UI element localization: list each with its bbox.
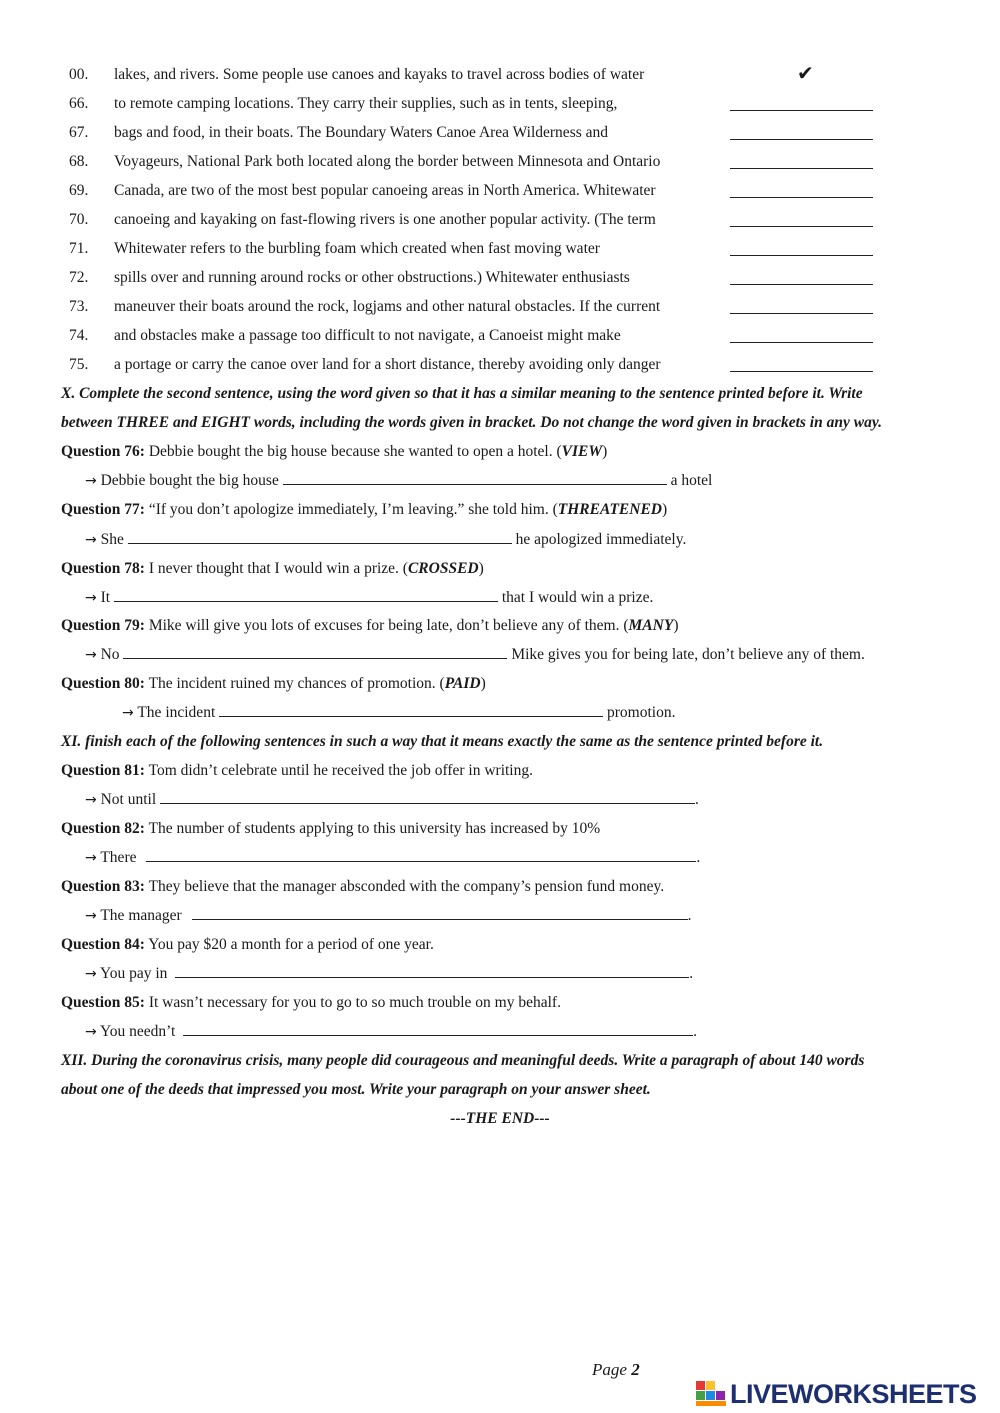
question-text: The number of students applying to this university has increased by 10% xyxy=(144,820,601,837)
answer-blank[interactable] xyxy=(730,109,873,111)
question-prompt xyxy=(61,878,664,896)
question-label: Question 82: xyxy=(61,820,145,837)
line-text: spills over and running around rocks or other obstructions.) Whitewater enthusiasts xyxy=(114,269,630,286)
line-text: a portage or carry the canoe over land for a short distance, thereby avoiding only danger xyxy=(114,356,661,373)
answer-blank[interactable] xyxy=(146,849,696,862)
question-label: Question 80: xyxy=(61,675,145,692)
question-prompt xyxy=(61,936,434,954)
rewrite-line xyxy=(85,849,700,867)
rewrite-start: You pay in xyxy=(100,965,168,982)
answer-blank[interactable] xyxy=(175,965,689,978)
question-close: ) xyxy=(602,443,608,460)
arrow-icon: → xyxy=(85,966,97,982)
section-xi-instruction: XI. finish each of the following sentences in such a way that it means exactly the same as the sentence printed before it. xyxy=(61,733,824,750)
question-text: “If you don’t apologize immediately, I’m leaving.” she told him. ( xyxy=(144,501,558,518)
question-text: Debbie bought the big house because she wanted to open a hotel. ( xyxy=(144,443,562,460)
line-number: 68. xyxy=(69,153,89,170)
line-text: and obstacles make a passage too difficult to not navigate, a Canoeist might make xyxy=(114,327,621,344)
rewrite-end: . xyxy=(696,849,701,866)
question-text: I never thought that I would win a prize. ( xyxy=(144,560,408,577)
section-xii-instruction: XII. During the coronavirus crisis, many people did courageous and meaningful deeds. Write a paragraph of about 140 words xyxy=(61,1052,865,1069)
question-close: ) xyxy=(673,617,679,634)
line-number: 75. xyxy=(69,356,89,373)
proofread-line xyxy=(0,95,1000,124)
answer-blank[interactable] xyxy=(123,646,507,659)
arrow-icon: → xyxy=(85,473,97,489)
rewrite-start: She xyxy=(100,531,124,548)
key-word: VIEW xyxy=(561,443,603,460)
line-number: 73. xyxy=(69,298,89,315)
line-number: 74. xyxy=(69,327,89,344)
proofread-line xyxy=(0,356,1000,385)
answer-blank[interactable] xyxy=(730,138,873,140)
question-text: The incident ruined my chances of promotion. ( xyxy=(144,675,445,692)
line-number: 69. xyxy=(69,182,89,199)
question-label: Question 78: xyxy=(61,560,145,577)
answer-blank[interactable] xyxy=(183,1023,693,1036)
answer-blank[interactable] xyxy=(192,907,688,920)
rewrite-end: a hotel xyxy=(670,472,713,489)
rewrite-line xyxy=(85,646,865,664)
line-number: 67. xyxy=(69,124,89,141)
rewrite-start: Debbie bought the big house xyxy=(100,472,279,489)
rewrite-end: . xyxy=(693,1023,698,1040)
key-word: CROSSED xyxy=(407,560,479,577)
line-number: 71. xyxy=(69,240,89,257)
line-text: maneuver their boats around the rock, logjams and other natural obstacles. If the current xyxy=(114,298,661,315)
answer-blank[interactable] xyxy=(283,472,667,485)
question-text: They believe that the manager absconded with the company’s pension fund money. xyxy=(144,878,665,895)
rewrite-line xyxy=(85,589,653,607)
rewrite-start: You needn’t xyxy=(100,1023,176,1040)
proofread-line xyxy=(0,240,1000,269)
question-prompt xyxy=(61,617,678,635)
section-x-instruction: between THREE and EIGHT words, including the words given in bracket. Do not change the word given in brackets in any way. xyxy=(61,414,882,431)
rewrite-end: that I would win a prize. xyxy=(501,589,654,606)
rewrite-end: . xyxy=(695,791,699,808)
key-word: PAID xyxy=(444,675,481,692)
question-prompt xyxy=(61,820,600,838)
rewrite-end: promotion. xyxy=(607,704,676,721)
rewrite-end: Mike gives you for being late, don’t believe any of them. xyxy=(511,646,865,663)
question-label: Question 83: xyxy=(61,878,145,895)
arrow-icon: → xyxy=(85,647,97,663)
page-number-value: 2 xyxy=(631,1360,640,1379)
question-prompt xyxy=(61,762,533,780)
rewrite-start: There xyxy=(100,849,137,866)
section-x-instruction: X. Complete the second sentence, using the word given so that it has a similar meaning to the sentence printed before it. Write xyxy=(61,385,863,402)
question-close: ) xyxy=(478,560,484,577)
line-number: 72. xyxy=(69,269,89,286)
rewrite-line xyxy=(85,1023,697,1041)
rewrite-end: . xyxy=(687,907,692,924)
rewrite-line xyxy=(85,531,686,549)
rewrite-line xyxy=(85,472,712,490)
arrow-icon: → xyxy=(122,705,134,721)
key-word: MANY xyxy=(628,617,674,634)
liveworksheets-wordmark: LIVEWORKSHEETS xyxy=(730,1378,977,1409)
line-text: canoeing and kayaking on fast-flowing rivers is one another popular activity. (The term xyxy=(114,211,656,228)
rewrite-start: The incident xyxy=(137,704,216,721)
proofread-line xyxy=(0,298,1000,327)
question-text: You pay $20 a month for a period of one year. xyxy=(144,936,434,953)
proofread-line xyxy=(0,124,1000,153)
arrow-icon: → xyxy=(85,590,97,606)
proofread-line xyxy=(0,211,1000,240)
line-number: 66. xyxy=(69,95,89,112)
rewrite-line xyxy=(122,704,675,722)
arrow-icon: → xyxy=(85,792,97,808)
answer-blank[interactable] xyxy=(219,704,603,717)
question-label: Question 85: xyxy=(61,994,145,1011)
rewrite-start: Not until xyxy=(100,791,157,808)
line-number: 70. xyxy=(69,211,89,228)
proofread-line xyxy=(0,153,1000,182)
arrow-icon: → xyxy=(85,532,97,548)
question-close: ) xyxy=(661,501,668,518)
rewrite-line xyxy=(85,907,691,925)
question-prompt xyxy=(61,675,486,693)
question-label: Question 77: xyxy=(61,501,145,518)
question-label: Question 79: xyxy=(61,617,145,634)
answer-blank[interactable] xyxy=(730,254,873,256)
line-text: to remote camping locations. They carry their supplies, such as in tents, sleeping, xyxy=(114,95,618,112)
liveworksheets-icon xyxy=(696,1381,726,1407)
rewrite-start: It xyxy=(100,589,111,606)
question-close: ) xyxy=(480,675,486,692)
answer-blank[interactable] xyxy=(160,791,695,804)
line-number: 00. xyxy=(69,66,89,83)
rewrite-start: No xyxy=(100,646,120,663)
arrow-icon: → xyxy=(85,1024,97,1040)
answer-blank[interactable] xyxy=(128,531,512,544)
question-text: Tom didn’t celebrate until he received the job offer in writing. xyxy=(144,762,533,779)
proofread-line xyxy=(0,269,1000,298)
answer-blank[interactable] xyxy=(730,370,873,372)
arrow-icon: → xyxy=(85,850,97,866)
question-label: Question 76: xyxy=(61,443,145,460)
line-text: Voyageurs, National Park both located along the border between Minnesota and Ontario xyxy=(114,153,661,170)
answer-blank[interactable] xyxy=(114,589,498,602)
line-text: bags and food, in their boats. The Boundary Waters Canoe Area Wilderness and xyxy=(114,124,609,141)
answer-blank[interactable] xyxy=(730,167,873,169)
question-prompt xyxy=(61,994,561,1012)
line-text: Canada, are two of the most best popular canoeing areas in North America. Whitewater xyxy=(114,182,656,199)
page-label: Page xyxy=(592,1360,632,1379)
end-marker: ---THE END--- xyxy=(450,1110,550,1127)
rewrite-end: he apologized immediately. xyxy=(515,531,687,548)
rewrite-line xyxy=(85,791,699,809)
answer-blank[interactable] xyxy=(730,341,873,343)
liveworksheets-logo[interactable] xyxy=(696,1379,977,1409)
key-word: THREATENED xyxy=(557,501,662,518)
answer-blank[interactable] xyxy=(730,225,873,227)
question-text: It wasn’t necessary for you to go to so much trouble on my behalf. xyxy=(144,994,561,1011)
rewrite-end: . xyxy=(689,965,694,982)
question-label: Question 81: xyxy=(61,762,145,779)
proofread-line xyxy=(0,327,1000,356)
question-prompt xyxy=(61,443,607,461)
line-text: Whitewater refers to the burbling foam which created when fast moving water xyxy=(114,240,600,257)
answer-blank[interactable] xyxy=(730,312,873,314)
question-label: Question 84: xyxy=(61,936,145,953)
question-prompt xyxy=(61,501,667,519)
arrow-icon: → xyxy=(85,908,97,924)
line-text: lakes, and rivers. Some people use canoes and kayaks to travel across bodies of water xyxy=(114,66,645,83)
answer-blank[interactable] xyxy=(730,283,873,285)
proofread-line xyxy=(0,61,1000,95)
rewrite-line xyxy=(85,965,693,983)
page-number xyxy=(592,1360,640,1380)
question-prompt xyxy=(61,560,484,578)
rewrite-start: The manager xyxy=(100,907,182,924)
section-xii-instruction: about one of the deeds that impressed you most. Write your paragraph on your answer sheet. xyxy=(61,1081,651,1098)
answer-blank[interactable] xyxy=(730,196,873,198)
question-text: Mike will give you lots of excuses for being late, don’t believe any of them. ( xyxy=(144,617,629,634)
proofread-line xyxy=(0,182,1000,211)
checkmark-icon: ✔ xyxy=(797,61,814,85)
